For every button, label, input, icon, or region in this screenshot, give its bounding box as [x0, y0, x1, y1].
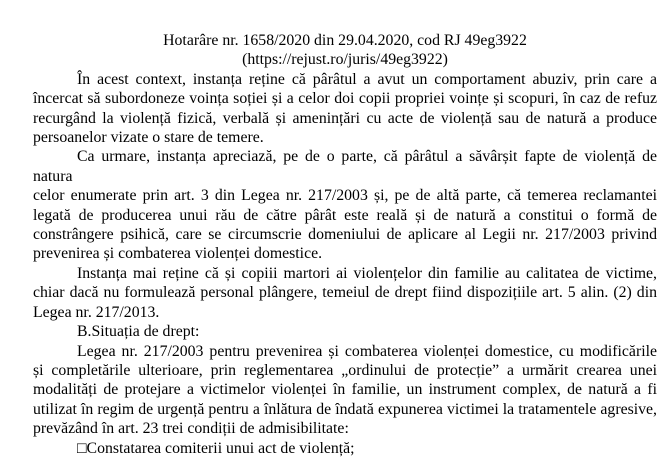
court-decision-text — [33, 31, 657, 458]
paragraph-line: Legea nr. 217/2013. — [33, 303, 160, 321]
paragraph-line: persoanelor vizate o stare de temere. — [33, 129, 264, 147]
section-heading-b — [33, 322, 657, 341]
paragraph-line: Instanța mai reține că și copiii martori ai violențelor din familie au calitatea de victime, — [77, 264, 657, 282]
decision-title: Hotarâre nr. 1658/2020 din 29.04.2020, cod RJ 49eg3922 — [163, 32, 527, 49]
paragraph — [33, 70, 657, 148]
paragraph — [33, 342, 657, 439]
paragraph-line: chiar dacă nu formulează personal plângere, temeiul de drept fiind dispozițiile art. 5 alin. (2) din — [33, 284, 657, 302]
paragraph-line: modalități de protejare a victimelor violenței în familie, un instrument complex, de natură a fi — [33, 381, 657, 399]
paragraph-line: Ca urmare, instanța apreciază, pe de o parte, că pârâtul a săvârșit fapte de violență de natura — [33, 148, 657, 185]
paragraph-line: În acest context, instanța reține că pârâtul a avut un comportament abuziv, prin care a — [77, 70, 657, 88]
paragraph-line: Legea nr. 217/2003 pentru prevenirea și combaterea violenței domestice, cu modificările — [77, 342, 657, 360]
paragraph-line: prevăzând în art. 23 trei condiții de admisibilitate: — [33, 420, 349, 438]
paragraph — [33, 264, 657, 322]
paragraph-line: încercat să subordoneze voința soției și a celor doi copii propriei voințe și scopuri, în caz de refuz — [33, 90, 657, 108]
bullet-item — [33, 439, 657, 458]
paragraph-line: și completările ulterioare, prin reglementarea „ordinului de protecție” a urmărit crearea unei — [33, 361, 657, 379]
paragraph — [33, 147, 657, 263]
paragraph-line: legată de producerea unui rău de către pârât este reală și de natură a constitui o formă de — [33, 206, 657, 224]
paragraph-line: constrângere psihică, care se circumscrie domeniului de aplicare al Legii nr. 217/2003 privind — [33, 226, 657, 244]
bullet-item-line: □Constatarea comiterii unui act de violență; — [77, 439, 355, 457]
paragraph-line: recurgând la violență fizică, verbală și amenințări cu acte de violență sau de natură a produce — [33, 109, 657, 127]
paragraph-line: celor enumerate prin art. 3 din Legea nr. 217/2003 și, pe de altă parte, că temerea reclamantei — [33, 187, 657, 205]
section-heading-line: B.Situația de drept: — [77, 323, 200, 341]
paragraph-line: prevenirea și combaterea violenței domestice. — [33, 245, 323, 263]
document-header — [33, 31, 657, 70]
decision-source-url: (https://rejust.ro/juris/49eg3922) — [242, 51, 448, 69]
paragraph-line: utilizat în regim de urgență pentru a înlătura de îndată expunerea victimei la tratamentele agresive, — [33, 400, 657, 418]
